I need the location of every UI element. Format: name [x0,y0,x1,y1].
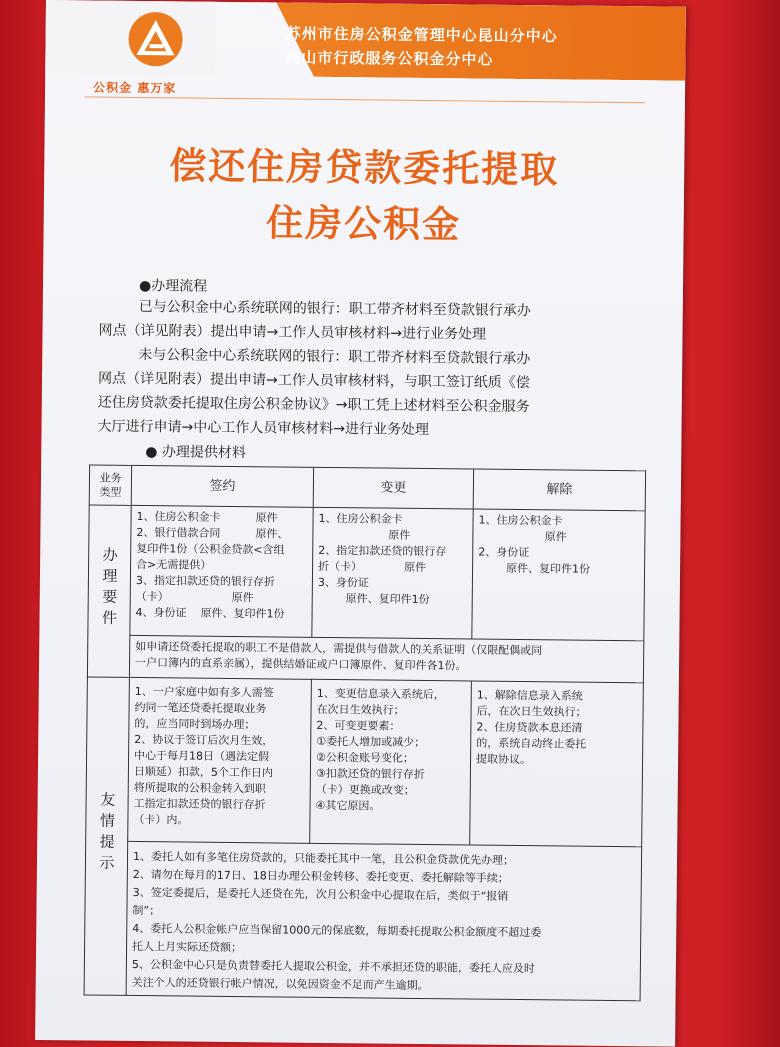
change-tip: 在次日生效执行； [316,702,405,717]
cancel-tip: 提取协议。 [476,752,532,767]
sign-item: 合>无需提供） [136,557,212,572]
change-materials-cell [312,507,473,639]
change-tip: 1、变更信息录入系统后， [316,686,445,702]
general-tip: 5、公积金中心只是负责替委托人提取公积金，并不承担还贷的职能，委托人应及时 [131,957,535,976]
sign-tip: 中心于每月18日（遇法定假 [134,748,270,764]
cancel-tip: 的，系统自动终止委托 [476,736,587,751]
sign-tip: 日顺延）扣款，5个工作日内 [133,764,273,780]
general-tip: 3、签定委提后，是委托人还贷在先，次月公积金中心提取在后，类似于“报销 [132,885,509,903]
sign-materials-cell [130,505,313,637]
page-title-line1: 偿还住房贷款委托提取 [169,143,560,192]
process-para2-line3: 还住房贷款委托提取住房公积金协议》→职工凭上述材料至公积金服务 [97,394,530,416]
change-tips-cell [310,679,472,845]
header-cancel: 解除 [473,469,645,511]
change-item: 折（卡） 原件 [318,559,427,575]
general-tips-cell [126,841,642,1000]
sign-tip: 的，应当同时到场办理； [134,716,256,732]
materials-table [84,464,647,1001]
change-tip: 2、可变更要素： [316,718,401,733]
cancel-materials-cell [472,509,645,641]
cancel-tip: 后，在次日生效执行； [476,704,587,719]
slogan: 公积金 惠万家 [93,80,177,96]
relation-note-line2: 一户口簿内的直系亲属），提供结婚证或户口簿原件、复印件各1份。 [134,655,467,673]
cancel-item: 1、住房公积金卡 [478,513,563,528]
org-name-line1: 苏州市住房公积金管理中心昆山分中心 [285,24,558,46]
process-para1-line1: 已与公积金中心系统联网的银行：职工带齐材料至贷款银行承办 [138,298,531,320]
sign-tip: 工指定扣款还贷的银行存折 [133,796,266,812]
row-label-tips-text: 友情提示 [97,791,117,876]
change-tip: ①委托人增加或减少； [316,734,426,750]
change-item: 3、身份证 [317,575,369,590]
process-para2-line4: 大厅进行申请→中心工作人员审核材料→进行业务处理 [97,418,430,439]
leaflet [35,0,686,1047]
cancel-item: 2、身份证 [478,545,530,560]
change-item: 原件、复印件1份 [317,591,430,607]
sign-tips-cell [128,677,312,843]
change-tip: （卡）更换或改变； [315,782,415,797]
general-tip: 2、请勿在每月的17日、18日办理公积金转移、委托变更、委托解除等手续； [132,867,509,885]
general-tip: 托人上月实际还贷额； [132,939,243,955]
change-tip: ②公积金账号变化； [316,750,415,765]
process-heading: ●办理流程 [138,277,208,295]
sign-item: 1、住房公积金卡 原件 [136,509,278,525]
sign-item: 2、银行借款合同 原件、 [136,525,289,541]
process-para2-line1: 未与公积金中心系统联网的银行：职工带齐材料至贷款银行承办 [138,346,531,368]
cancel-tip: 2、住房贷款本息还清 [476,720,583,735]
header-change: 变更 [313,467,473,509]
sign-item: 4、身份证 原件、复印件1份 [135,605,285,621]
general-tip: 制”； [132,903,161,918]
change-tip: ③扣款还贷的银行存折 [315,766,425,782]
change-item: 原件 [318,527,411,542]
row-label-required [87,505,131,677]
general-tip: 1、委托人如有多笔住房贷款的，只能委托其中一笔，且公积金贷款优先办理； [132,849,515,867]
cancel-item: 原件 [478,529,567,544]
general-tip: 关注个人的还贷银行帐户情况，以免因资金不足而产生逾期。 [131,975,429,993]
page-title-line2: 住房公积金 [265,200,462,247]
relation-note-line1: 如申请还贷委托提取的职工不是借款人，需提供与借款人的关系证明（仅限配偶或同 [135,639,543,658]
sign-tip: 2、协议于签订后次月生效， [134,732,274,748]
header-sign: 签约 [131,465,313,507]
row-label-tips [84,677,129,995]
sign-tip: （卡）内。 [133,812,189,827]
header-business-type: 业务类型 [89,465,131,505]
sign-item: 3、指定扣款还贷的银行存折 [135,573,275,589]
process-para2-line2: 网点（详见附表）提出申请→工作人员审核材料，与职工签订纸质《偿 [97,370,530,392]
relation-note-cell [129,635,643,682]
divider [85,96,645,103]
change-tip: ④其它原因。 [315,798,381,813]
general-tip: 4、委托人公积金帐户应当保留1000元的保底数，每期委托提取公积金额度不超过委 [132,921,542,940]
process-text [97,295,638,445]
cancel-item: 原件、复印件1份 [478,561,591,576]
triangle-logo-icon [127,11,184,68]
materials-heading: ● 办理提供材料 [145,444,247,462]
sign-tip: 约同一笔还贷委托提取业务 [134,700,267,716]
cancel-tips-cell [470,681,644,847]
sign-item: （卡） 原件 [135,589,254,605]
sign-tip: 将所提取的公积金转入到职 [133,780,266,796]
process-para1-line2: 网点（详见附表）提出申请→工作人员审核材料→进行业务处理 [98,322,487,343]
cancel-tip: 1、解除信息录入系统 [476,688,583,703]
change-item: 2、指定扣款还贷的银行存 [318,543,447,559]
org-name-line2: 昆山市行政服务公积金分中心 [285,48,494,69]
sign-tip: 1、一户家庭中如有多人需签 [134,684,274,700]
sign-item: 复印件1份（公积金贷款<含组 [136,541,285,557]
change-item: 1、住房公积金卡 [318,511,403,526]
row-label-required-text: 办理要件 [99,546,119,631]
